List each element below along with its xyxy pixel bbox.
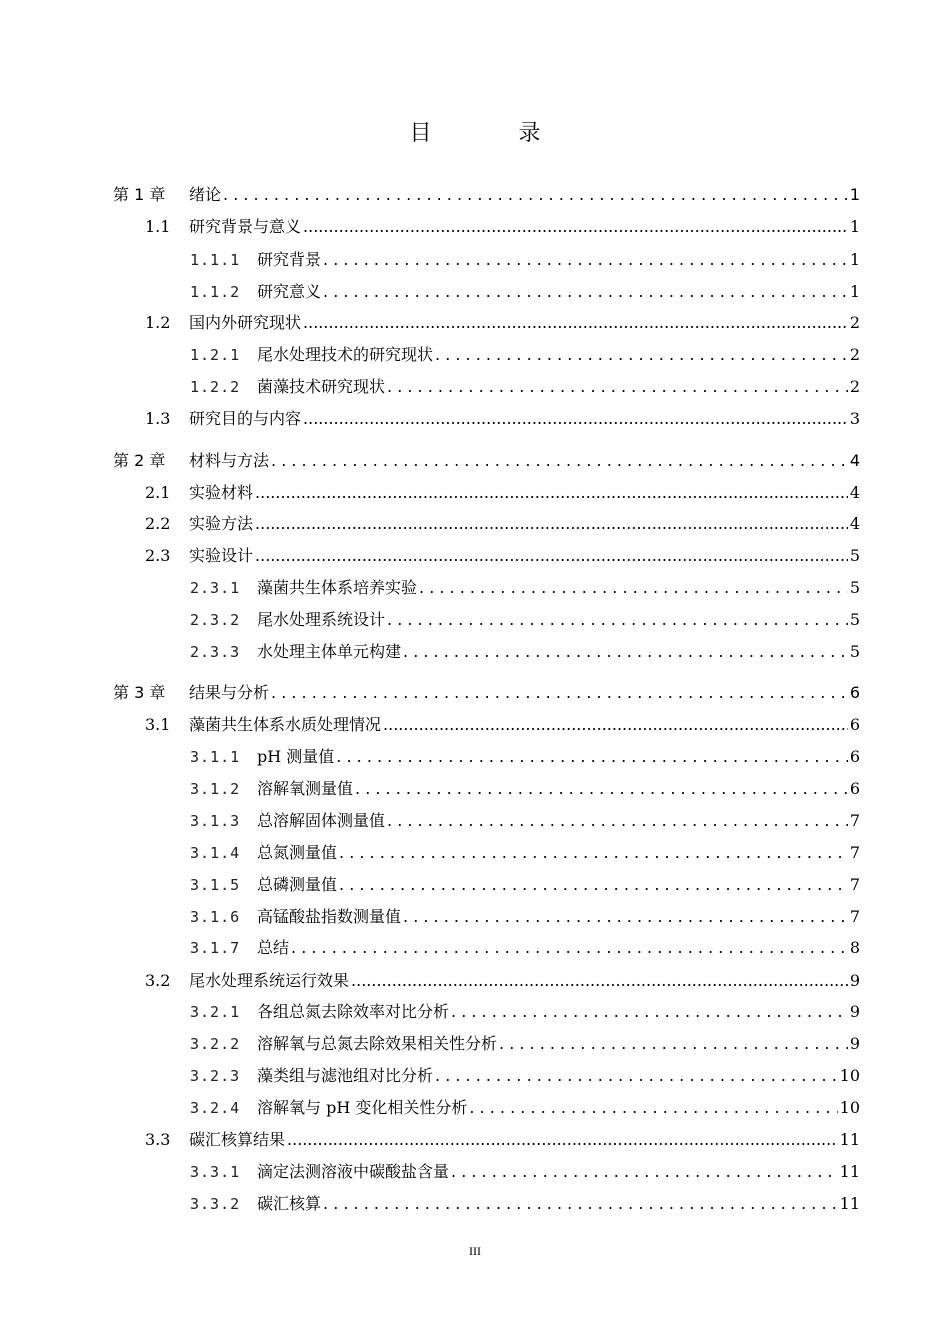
toc-entry-sub[interactable] — [190, 1096, 860, 1120]
toc-entry-sec[interactable] — [145, 544, 860, 568]
toc-entry-title: 总溶解固体测量值 — [257, 811, 386, 830]
toc-entry-number: 2.3 — [145, 546, 171, 565]
toc-entry-title: 高锰酸盐指数测量值 — [257, 907, 402, 926]
toc-entry-sub[interactable] — [190, 608, 860, 632]
toc-entry-number: 3.3.2 — [190, 1195, 241, 1213]
toc-entry-page: 5 — [849, 578, 860, 597]
toc-entry-number: 3.1.6 — [190, 908, 241, 926]
toc-entry-title: 实验设计 — [189, 546, 254, 565]
toc-entry-number: 1.1 — [145, 217, 171, 236]
toc-entry-number: 3.2.2 — [190, 1035, 241, 1053]
toc-entry-page: 6 — [849, 715, 860, 734]
toc-entry-number: 2.2 — [145, 514, 171, 533]
toc-entry-sec[interactable] — [145, 713, 860, 737]
toc-entry-sec[interactable] — [145, 407, 860, 431]
toc-entry-number: 2.3.3 — [190, 643, 241, 661]
toc-entry-number: 3.2.3 — [190, 1067, 241, 1085]
toc-entry-title: 研究背景 — [257, 250, 322, 269]
toc-entry-number: 3.2.1 — [190, 1003, 241, 1021]
toc-entry-sub[interactable] — [190, 1064, 860, 1088]
toc-entry-sec[interactable] — [145, 311, 860, 335]
toc-entry-page: 9 — [849, 1034, 860, 1053]
toc-entry-number: 3.1.2 — [190, 780, 241, 798]
dot-leader — [451, 1160, 838, 1184]
dot-leader — [499, 1032, 848, 1056]
toc-entry-title: 尾水处理技术的研究现状 — [257, 345, 434, 364]
toc-entry-sub[interactable] — [190, 809, 860, 833]
toc-entry-page: 7 — [849, 843, 860, 862]
toc-entry-number: 2.3.2 — [190, 611, 241, 629]
dot-leader — [255, 481, 848, 505]
dot-leader — [303, 215, 848, 239]
toc-entry-sub[interactable] — [190, 777, 860, 801]
dot-leader — [469, 1096, 837, 1120]
toc-entry-sub[interactable] — [190, 745, 860, 769]
dot-leader — [403, 905, 848, 929]
toc-entry-title: 总氮测量值 — [257, 843, 338, 862]
toc-entry-title: 尾水处理系统设计 — [257, 610, 386, 629]
toc-entry-page: 9 — [849, 1002, 860, 1021]
toc-entry-number: 3.1.1 — [190, 748, 241, 766]
toc-entry-title: 溶解氧与总氮去除效果相关性分析 — [257, 1034, 498, 1053]
toc-entry-page: 8 — [849, 938, 860, 957]
toc-entry-page: 1 — [849, 185, 860, 204]
toc-entry-sub[interactable] — [190, 576, 860, 600]
toc-entry-title: 研究背景与意义 — [189, 217, 302, 236]
toc-entry-sec[interactable] — [145, 215, 860, 239]
toc-entry-page: 5 — [849, 610, 860, 629]
dot-leader — [255, 512, 848, 536]
toc-entry-page: 4 — [849, 514, 860, 533]
toc-entry-page: 2 — [849, 345, 860, 364]
dot-leader — [323, 280, 848, 304]
toc-entry-title: 实验方法 — [189, 514, 254, 533]
toc-entry-title: 碳汇核算 — [257, 1194, 322, 1213]
toc-entry-page: 6 — [849, 779, 860, 798]
dot-leader — [303, 311, 848, 335]
toc-entry-page: 9 — [849, 971, 860, 990]
toc-entry-title: 碳汇核算结果 — [189, 1130, 286, 1149]
dot-leader — [451, 1000, 848, 1024]
toc-entry-page: 10 — [839, 1066, 860, 1085]
toc-entry-sub[interactable] — [190, 873, 860, 897]
toc-entry-page: 1 — [849, 250, 860, 269]
toc-entry-number: 3.2.4 — [190, 1099, 241, 1117]
toc-entry-sub[interactable] — [190, 375, 860, 399]
toc-entry-number: 1.2.1 — [190, 346, 241, 364]
toc-entry-chap[interactable] — [113, 183, 860, 207]
toc-entry-page: 7 — [849, 875, 860, 894]
toc-entry-number: 3.1.5 — [190, 876, 241, 894]
toc-entry-sub[interactable] — [190, 1192, 860, 1216]
toc-entry-title: 研究目的与内容 — [189, 409, 302, 428]
dot-leader — [255, 544, 848, 568]
toc-entry-sec[interactable] — [145, 969, 860, 993]
dot-leader — [323, 1192, 838, 1216]
toc-entry-number: 1.2 — [145, 313, 171, 332]
toc-entry-page: 10 — [839, 1098, 860, 1117]
dot-leader — [287, 1128, 838, 1152]
toc-entry-sec[interactable] — [145, 512, 860, 536]
toc-entry-chap[interactable] — [113, 681, 860, 705]
toc-entry-sub[interactable] — [190, 1032, 860, 1056]
toc-entry-title: 藻菌共生体系水质处理情况 — [189, 715, 382, 734]
toc-entry-page: 6 — [849, 747, 860, 766]
toc-entry-title: 藻菌共生体系培养实验 — [257, 578, 418, 597]
dot-leader — [435, 1064, 838, 1088]
toc-entry-title: 水处理主体单元构建 — [257, 642, 402, 661]
dot-leader — [435, 343, 848, 367]
dot-leader — [355, 777, 848, 801]
toc-entry-title: 总磷测量值 — [257, 875, 338, 894]
toc-entry-number: 1.3 — [145, 409, 171, 428]
toc-entry-page: 11 — [839, 1162, 860, 1181]
toc-entry-title: 尾水处理系统运行效果 — [189, 971, 350, 990]
dot-leader — [419, 576, 848, 600]
toc-entry-number: 3.3 — [145, 1130, 171, 1149]
toc-entry-title: 国内外研究现状 — [189, 313, 302, 332]
dot-leader — [339, 841, 848, 865]
toc-entry-title: 溶解氧测量值 — [257, 779, 354, 798]
toc-entry-sub[interactable] — [190, 343, 860, 367]
toc-entry-page: 11 — [839, 1130, 860, 1149]
dot-leader — [271, 681, 848, 705]
toc-entry-number: 第 3 章 — [113, 683, 166, 702]
toc-entry-sub[interactable] — [190, 1160, 860, 1184]
toc-entry-number: 1.2.2 — [190, 378, 241, 396]
toc-entry-sub[interactable] — [190, 1000, 860, 1024]
page-title: 目 录 — [409, 121, 581, 146]
dot-leader — [336, 745, 848, 769]
toc-entry-title: 材料与方法 — [189, 451, 270, 470]
toc-entry-page: 5 — [849, 546, 860, 565]
dot-leader — [303, 407, 848, 431]
toc-entry-title: 各组总氮去除效率对比分析 — [257, 1002, 450, 1021]
toc-entry-page: 1 — [849, 217, 860, 236]
toc-entry-page: 5 — [849, 642, 860, 661]
toc-entry-page: 7 — [849, 907, 860, 926]
toc-entry-title: 研究意义 — [257, 282, 322, 301]
toc-entry-number: 2.1 — [145, 483, 171, 502]
dot-leader — [223, 183, 848, 207]
toc-entry-sub[interactable] — [190, 640, 860, 664]
toc-entry-sub[interactable] — [190, 280, 860, 304]
dot-leader — [339, 873, 848, 897]
dot-leader — [383, 713, 848, 737]
toc-entry-title: 菌藻技术研究现状 — [257, 377, 386, 396]
toc-entry-sec[interactable] — [145, 481, 860, 505]
toc-entry-title: pH 测量值 — [257, 747, 335, 766]
toc-entry-number: 1.1.1 — [190, 251, 241, 269]
toc-entry-sub[interactable] — [190, 841, 860, 865]
toc-entry-number: 3.1.4 — [190, 844, 241, 862]
dot-leader — [291, 936, 848, 960]
toc-entry-number: 第 2 章 — [113, 451, 166, 470]
dot-leader — [387, 375, 848, 399]
toc-entry-sec[interactable] — [145, 1128, 860, 1152]
toc-entry-number: 第 1 章 — [113, 185, 166, 204]
toc-entry-number: 3.1 — [145, 715, 171, 734]
toc-entry-page: 11 — [839, 1194, 860, 1213]
toc-entry-title: 结果与分析 — [189, 683, 270, 702]
toc-entry-title: 溶解氧与 pH 变化相关性分析 — [257, 1098, 468, 1117]
toc-entry-page: 7 — [849, 811, 860, 830]
toc-entry-sub[interactable] — [190, 936, 860, 960]
toc-entry-page: 4 — [849, 451, 860, 470]
toc-entry-chap[interactable] — [113, 449, 860, 473]
toc-entry-title: 藻类组与滤池组对比分析 — [257, 1066, 434, 1085]
toc-entry-page: 3 — [849, 409, 860, 428]
toc-entry-number: 3.2 — [145, 971, 171, 990]
toc-entry-page: 2 — [849, 377, 860, 396]
dot-leader — [403, 640, 848, 664]
toc-entry-number: 1.1.2 — [190, 283, 241, 301]
toc-entry-number: 3.1.3 — [190, 812, 241, 830]
toc-entry-page: 1 — [849, 282, 860, 301]
toc-entry-page: 6 — [849, 683, 860, 702]
toc-entry-title: 滴定法测溶液中碳酸盐含量 — [257, 1162, 450, 1181]
toc-entry-title: 总结 — [257, 938, 290, 957]
toc-entry-sub[interactable] — [190, 248, 860, 272]
toc-entry-page: 2 — [849, 313, 860, 332]
toc-entry-title: 绪论 — [189, 185, 222, 204]
dot-leader — [271, 449, 848, 473]
toc-entry-title: 实验材料 — [189, 483, 254, 502]
dot-leader — [387, 608, 848, 632]
toc-entry-number: 2.3.1 — [190, 579, 241, 597]
toc-entry-number: 3.1.7 — [190, 939, 241, 957]
toc-entry-page: 4 — [849, 483, 860, 502]
dot-leader — [387, 809, 848, 833]
dot-leader — [351, 969, 848, 993]
dot-leader — [323, 248, 848, 272]
page-number: III — [469, 1244, 481, 1258]
toc-entry-sub[interactable] — [190, 905, 860, 929]
toc-entry-number: 3.3.1 — [190, 1163, 241, 1181]
